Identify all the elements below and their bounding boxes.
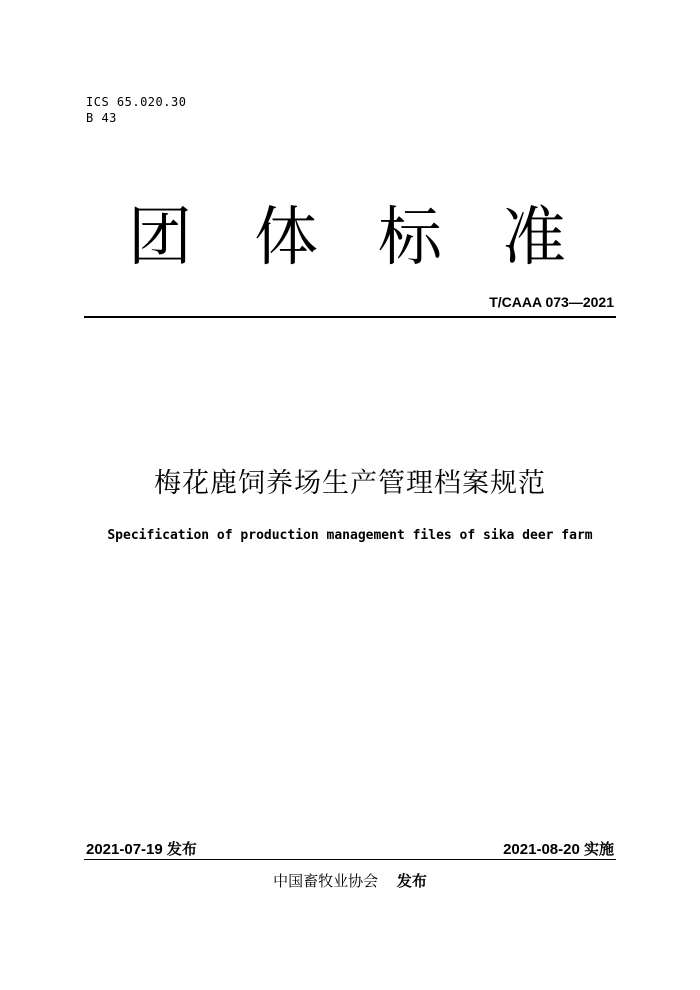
- standard-type-heading: [98, 198, 618, 278]
- standard-type-char: 准: [502, 201, 566, 275]
- header-divider: [84, 316, 616, 318]
- ics-code: ICS 65.020.30: [86, 95, 187, 109]
- publisher-name: 中国畜牧业协会: [273, 872, 379, 890]
- publisher: [0, 871, 700, 891]
- document-title-english: Specification of production management files of sika deer farm: [107, 528, 593, 543]
- standard-type-char: 体: [254, 201, 318, 275]
- document-title-chinese: 梅花鹿饲养场生产管理档案规范: [154, 468, 546, 499]
- publisher-action: 发布: [396, 872, 427, 890]
- standard-number: T/CAAA 073—2021: [489, 294, 614, 310]
- standard-type-char: 团: [128, 201, 192, 275]
- issue-date: 2021-07-19 发布: [86, 841, 197, 858]
- footer-divider: [84, 859, 616, 860]
- ccs-code: B 43: [86, 111, 117, 125]
- standard-type-char: 标: [378, 201, 442, 275]
- implementation-date: 2021-08-20 实施: [503, 841, 614, 858]
